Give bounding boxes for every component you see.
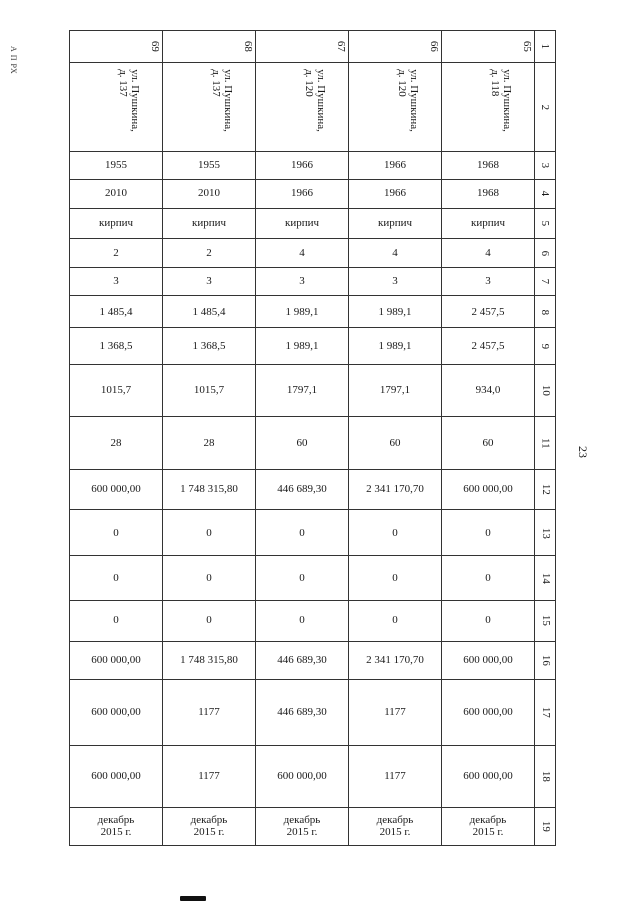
data-cell [349,268,442,296]
table-row [70,296,556,328]
cell-value: 0 [392,526,398,539]
data-cell [256,556,349,600]
cell-value: 1015,7 [100,383,132,396]
data-cell [70,238,163,267]
table-row [70,746,556,807]
row-number-cell [535,746,556,807]
cell-value: декабрь 2015 г. [190,813,228,839]
cell-value: 2 341 170,70 [366,654,424,667]
row-number: 5 [539,220,552,227]
data-cell [442,556,535,600]
row-number-cell [535,510,556,556]
row-number: 19 [539,820,552,832]
table-row [70,179,556,208]
cell-value: 0 [299,614,305,627]
cell-value: 4 [392,246,398,259]
cell-value: 28 [203,436,215,449]
table-row [70,268,556,296]
cell-value: 600 000,00 [463,770,513,783]
table-row [70,556,556,600]
cell-value: 4 [485,246,491,259]
cell-value: 1 748 315,80 [180,654,238,667]
data-cell [349,680,442,746]
data-cell [70,807,163,845]
row-number-cell [535,238,556,267]
cell-value: 2 341 170,70 [366,483,424,496]
cell-value: 1955 [198,158,220,171]
cell-value: 446 689,30 [277,483,327,496]
cell-value: 1966 [384,187,406,200]
address-cell [442,63,535,151]
data-cell [349,416,442,469]
cell-value: 2 [113,246,119,259]
cell-value: 446 689,30 [277,654,327,667]
data-cell [256,296,349,328]
data-cell [442,296,535,328]
data-cell [70,179,163,208]
data-cell [349,556,442,600]
data-cell [442,179,535,208]
data-cell [442,746,535,807]
data-cell [442,680,535,746]
data-cell [70,600,163,641]
data-cell [256,179,349,208]
data-cell [70,296,163,328]
address-cell [163,63,256,151]
row-number-cell [535,807,556,845]
cell-value: 0 [485,526,491,539]
data-cell [163,296,256,328]
row-number-cell [535,296,556,328]
row-number: 8 [539,309,552,315]
cell-value: 2 [206,246,212,259]
data-cell [256,364,349,416]
cell-value: 60 [482,436,494,449]
cell-value: 600 000,00 [277,770,327,783]
data-cell [349,208,442,238]
data-cell [163,746,256,807]
address-cell [349,63,442,151]
row-number: 18 [539,771,552,783]
table-row [70,31,556,63]
cell-value: кирпич [377,217,413,230]
row-number: 16 [539,654,552,666]
cell-value: 1 748 315,80 [180,483,238,496]
cell-value: 3 [206,275,212,288]
cell-value: 60 [389,436,401,449]
data-cell [256,328,349,364]
row-number: 1 [539,43,552,50]
address-text: ул. Пушкина, д. 118 [489,69,514,133]
cell-value: 1966 [291,158,313,171]
data-cell [70,470,163,510]
cell-value: декабрь 2015 г. [376,813,414,839]
data-cell [349,600,442,641]
cell-value: 1 368,5 [192,339,226,352]
column-number: 65 [520,41,533,53]
cell-value: 3 [113,275,119,288]
cell-value: 934,0 [475,383,501,396]
cell-value: 1797,1 [379,383,411,396]
row-number: 15 [539,615,552,627]
cell-value: 1015,7 [193,383,225,396]
cell-value: 600 000,00 [91,706,141,719]
cell-value: 3 [392,275,398,288]
cell-value: 1177 [384,706,406,719]
row-number-cell [535,63,556,151]
row-number: 9 [539,343,552,349]
table-row [70,600,556,641]
data-cell [349,641,442,679]
column-number-cell [70,31,163,63]
data-cell [256,746,349,807]
cell-value: 1797,1 [286,383,318,396]
data-cell [70,680,163,746]
data-cell [256,680,349,746]
cell-value: 0 [113,571,119,584]
data-cell [70,746,163,807]
data-cell [163,470,256,510]
data-cell [442,641,535,679]
cell-value: 600 000,00 [463,654,513,667]
data-cell [70,416,163,469]
row-number-cell [535,151,556,179]
column-number-cell [163,31,256,63]
cell-value: 1 989,1 [378,339,412,352]
data-cell [256,807,349,845]
table-row [70,807,556,845]
data-cell [256,470,349,510]
table-row [70,238,556,267]
cell-value: 1966 [384,158,406,171]
data-cell [256,268,349,296]
cell-value: кирпич [191,217,227,230]
data-cell [163,600,256,641]
data-cell [349,296,442,328]
data-cell [349,179,442,208]
cell-value: декабрь 2015 г. [469,813,507,839]
data-cell [256,510,349,556]
table-row [70,416,556,469]
data-cell [163,680,256,746]
row-number: 3 [539,162,552,168]
data-cell [442,510,535,556]
data-cell [349,807,442,845]
address-cell [256,63,349,151]
column-number-cell [442,31,535,63]
cell-value: 0 [206,571,212,584]
cell-value: 0 [392,614,398,627]
data-cell [442,807,535,845]
row-number: 4 [539,191,552,197]
table-row [70,364,556,416]
cell-value: декабрь 2015 г. [283,813,321,839]
cell-value: 3 [299,275,305,288]
data-cell [163,364,256,416]
row-number: 12 [539,484,552,496]
row-number: 14 [539,572,552,584]
address-text: ул. Пушкина, д. 137 [210,69,235,133]
data-cell [349,238,442,267]
cell-value: 4 [299,246,305,259]
data-cell [70,151,163,179]
table-row [70,151,556,179]
cell-value: 600 000,00 [463,483,513,496]
data-cell [163,268,256,296]
cell-value: 3 [485,275,491,288]
data-cell [70,641,163,679]
row-number-cell [535,268,556,296]
data-cell [349,470,442,510]
data-cell [442,470,535,510]
housing-data-table [69,30,556,846]
data-cell [256,208,349,238]
column-number-cell [349,31,442,63]
cell-value: 28 [110,436,122,449]
table-row [70,328,556,364]
cell-value: 1 989,1 [285,305,319,318]
cell-value: 0 [299,526,305,539]
row-number-cell [535,641,556,679]
data-cell [163,641,256,679]
data-cell [256,416,349,469]
data-cell [163,151,256,179]
page-number: 23 [576,446,590,458]
column-number-cell [256,31,349,63]
row-number: 7 [539,278,552,285]
row-number: 11 [539,437,552,449]
cell-value: 60 [296,436,308,449]
data-cell [163,416,256,469]
row-number-cell [535,470,556,510]
table-row [70,470,556,510]
cell-value: 1177 [384,770,406,783]
cell-value: кирпич [98,217,134,230]
data-cell [163,179,256,208]
side-margin-mark: А П РХ [9,46,18,75]
cell-value: 0 [113,526,119,539]
data-cell [442,416,535,469]
data-cell [163,238,256,267]
row-number-cell [535,179,556,208]
table-row [70,680,556,746]
row-number-cell [535,600,556,641]
data-cell [349,364,442,416]
table-row [70,641,556,679]
data-cell [349,328,442,364]
data-cell [442,238,535,267]
cell-value: 0 [206,526,212,539]
table-body [70,31,556,846]
data-cell [256,151,349,179]
column-number: 68 [241,41,254,53]
cell-value: 446 689,30 [277,706,327,719]
cell-value: 0 [113,614,119,627]
data-cell [163,556,256,600]
cell-value: 600 000,00 [463,706,513,719]
address-cell [70,63,163,151]
data-cell [442,268,535,296]
cell-value: 0 [299,571,305,584]
row-number: 2 [539,104,552,110]
row-number: 10 [539,384,552,396]
data-cell [70,328,163,364]
cell-value: 600 000,00 [91,770,141,783]
data-cell [70,510,163,556]
cell-value: 600 000,00 [91,654,141,667]
table-row [70,510,556,556]
cell-value: 1177 [198,706,220,719]
data-cell [442,328,535,364]
row-number-cell [535,556,556,600]
data-cell [163,807,256,845]
data-cell [256,641,349,679]
cell-value: 1177 [198,770,220,783]
cell-value: 0 [392,571,398,584]
data-cell [163,208,256,238]
cell-value: 0 [485,614,491,627]
table-row [70,63,556,151]
column-number: 66 [427,41,440,53]
cell-value: 600 000,00 [91,483,141,496]
cell-value: 1968 [477,187,499,200]
table-row [70,208,556,238]
row-number-cell [535,416,556,469]
data-cell [442,151,535,179]
data-cell [256,238,349,267]
cell-value: 1 485,4 [192,305,226,318]
row-number-cell [535,31,556,63]
column-number: 69 [148,41,161,53]
data-cell [349,510,442,556]
data-cell [349,151,442,179]
data-cell [442,600,535,641]
row-number-cell [535,364,556,416]
address-text: ул. Пушкина, д. 120 [303,69,328,133]
data-cell [70,556,163,600]
address-text: ул. Пушкина, д. 120 [396,69,421,133]
cell-value: 2 457,5 [471,339,505,352]
data-cell [442,208,535,238]
row-number: 13 [539,527,552,539]
row-number: 17 [539,707,552,719]
bottom-print-mark [180,896,206,901]
cell-value: 1 989,1 [285,339,319,352]
data-cell [163,510,256,556]
cell-value: 1955 [105,158,127,171]
column-number: 67 [334,41,347,53]
data-cell [163,328,256,364]
cell-value: 1 368,5 [99,339,133,352]
cell-value: декабрь 2015 г. [97,813,135,839]
data-cell [70,364,163,416]
data-cell [442,364,535,416]
row-number-cell [535,680,556,746]
cell-value: 2 457,5 [471,305,505,318]
cell-value: 0 [485,571,491,584]
data-cell [256,600,349,641]
data-cell [70,208,163,238]
cell-value: кирпич [470,217,506,230]
cell-value: 0 [206,614,212,627]
cell-value: 2010 [105,187,127,200]
cell-value: 1 989,1 [378,305,412,318]
row-number: 6 [539,250,552,256]
cell-value: 1 485,4 [99,305,133,318]
cell-value: 1968 [477,158,499,171]
cell-value: 2010 [198,187,220,200]
data-cell [70,268,163,296]
cell-value: кирпич [284,217,320,230]
row-number-cell [535,208,556,238]
row-number-cell [535,328,556,364]
cell-value: 1966 [291,187,313,200]
address-text: ул. Пушкина, д. 137 [117,69,142,133]
data-cell [349,746,442,807]
